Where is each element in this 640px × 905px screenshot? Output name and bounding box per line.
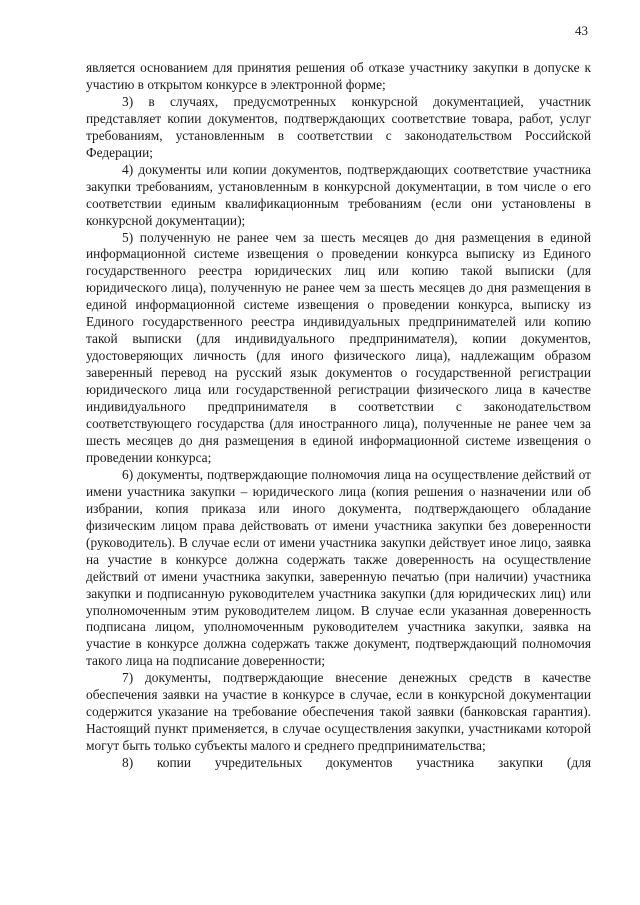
paragraph-item-4: 4) документы или копии документов, подтверждающих соответствие участника закупки требованиям, установленным в конкурсной документации, в том числе о его соответствии единым квалификационным требованиям (если они установлены в конкурсной документации); [86,161,591,228]
paragraph-item-5: 5) полученную не ранее чем за шесть месяцев до дня размещения в единой информационной системе извещения о проведении конкурса выписку из Единого государственного реестра юридических лиц или копию такой выписки (для юридического лица), полученную не ранее чем за шесть месяцев до дня размещения в единой информационной системе извещения о проведении конкурса, выписку из Единого государственного реестра индивидуальных предпринимателей или копию такой выписки (для индивидуального предпринимателя), копии документов, удостоверяющих личность (для иного физического лица), надлежащим образом заверенный перевод на русский язык документов о государственной регистрации юридического лица или государственной регистрации физического лица в качестве индивидуального предпринимателя в соответствии с законодательством соответствующего государства (для иностранного лица), полученные не ранее чем за шесть месяцев до дня размещения в единой информационной системе извещения о проведении конкурса; [86,229,591,465]
page-number: 43 [575,23,588,38]
body-text [86,60,591,772]
paragraph-item-6: 6) документы, подтверждающие полномочия лица на осуществление действий от имени участника закупки – юридического лица (копия решения о назначении или об избрании, копия приказа или иного документа, подтверждающего обладание физическим лицом права действовать от имени участника закупки без доверенности (руководитель). В случае если от имени участника закупки действует иное лицо, заявка на участие в конкурсе должна содержать также доверенность на осуществление действий от имени участника закупки, заверенную печатью (при наличии) участника закупки и подписанную руководителем участника закупки (для юридических лиц) или уполномоченным этим руководителем лицом. В случае если указанная доверенность подписана лицом, уполномоченным руководителем участника закупки, заявка на участие в конкурсе должна содержать также документ, подтверждающий полномочия такого лица на подписание доверенности; [86,466,591,669]
paragraph-item-7: 7) документы, подтверждающие внесение денежных средств в качестве обеспечения заявки на участие в конкурсе в случае, если в конкурсной документации содержится указание на требование обеспечения такой заявки (банковская гарантия). Настоящий пункт применяется, в случае осуществления закупки, участниками которой могут быть только субъекты малого и среднего предпринимательства; [86,670,591,754]
paragraph-item-8: 8) копии учредительных документов участника закупки (для [122,755,591,771]
paragraph-item-3: 3) в случаях, предусмотренных конкурсной документацией, участник представляет копии документов, подтверждающих соответствие товара, работ, услуг требованиям, установленным в соответствии с законодательством Российской Федерации; [86,93,591,160]
paragraph-continuation: является основанием для принятия решения об отказе участнику закупки в допуске к участию в открытом конкурсе в электронной форме; [86,60,591,92]
